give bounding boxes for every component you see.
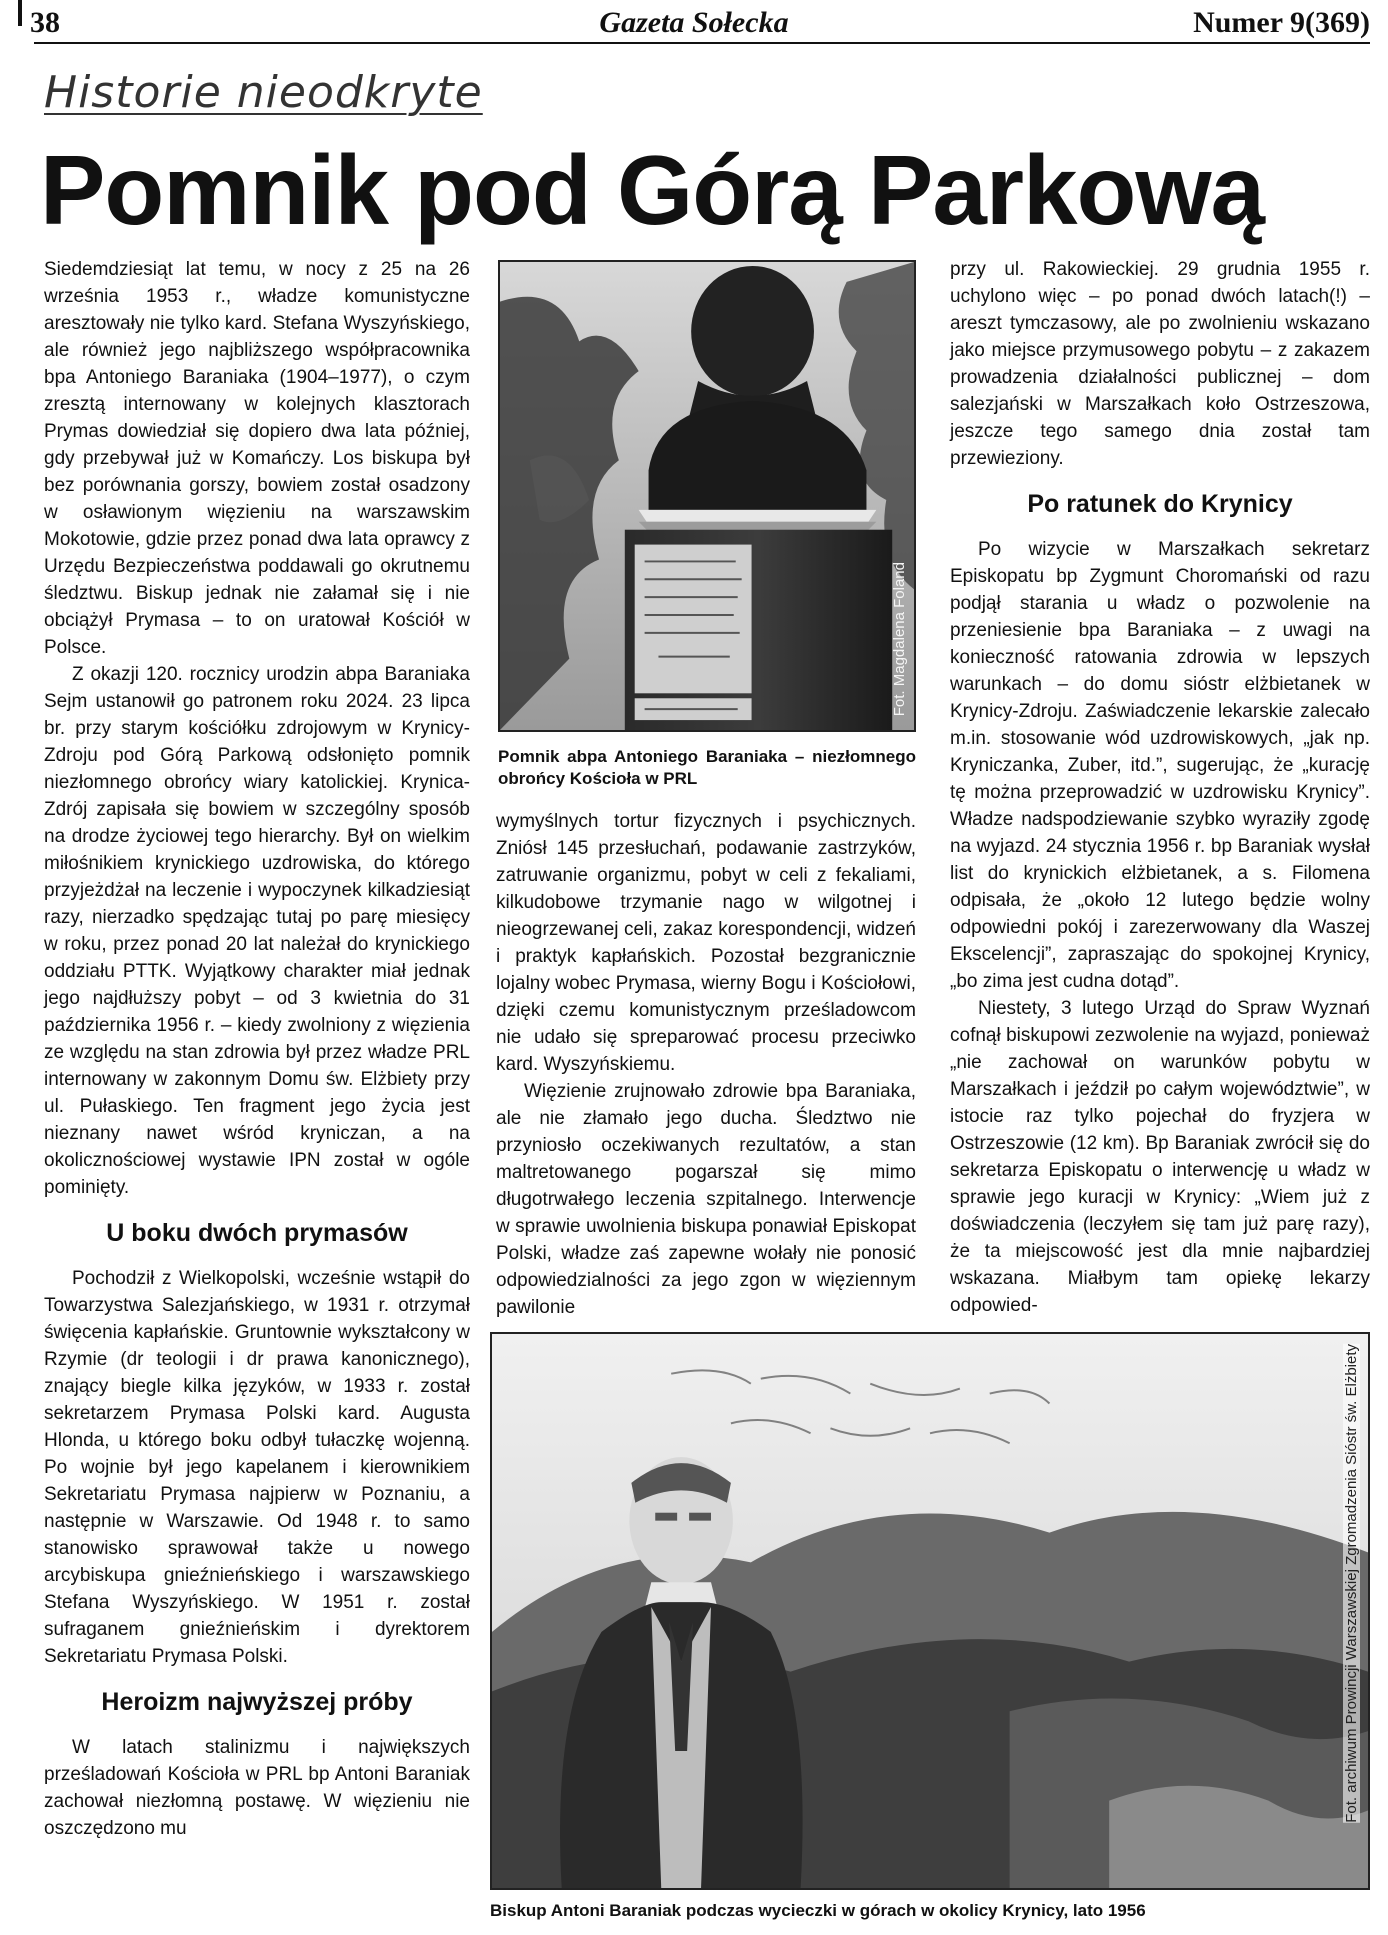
paragraph: Siedemdziesiąt lat temu, w nocy z 25 na 26 września 1953 r., władze komunistyczne aresztowały nie tylko kard. Stefana Wyszyńskiego, ale również jego najbliższego współpracownika bpa Antoniego Baraniaka (1904–1977), o czym zresztą internowany w kolejnych klasztorach Prymas dowiedział się dopiero dwa lata później, gdy przebywał już w Komańczy. Los biskupa był bez porównania gorszy, bowiem został osadzony w osławionym więzieniu na warszawskim Mokotowie, gdzie przez ponad dwa lata oprawcy z Urzędu Bezpieczeństwa poddawali go okrutnemu śledztwu. Biskup jednak nie załamał się i nie obciążył Prymasa – to on uratował Kościół w Polsce. xyxy=(44,259,470,658)
photo-credit: Fot. Magdalena Foland xyxy=(891,561,908,716)
headline: Pomnik pod Górą Parkową xyxy=(40,135,1265,245)
column-2 xyxy=(496,808,916,1321)
paragraph: W latach stalinizmu i największych prześladowań Kościoła w PRL bp Antoni Baraniak zachował niezłomną postawę. W więzieniu nie oszczędzono mu xyxy=(44,1737,470,1839)
paragraph: Z okazji 120. rocznicy urodzin abpa Baraniaka Sejm ustanowił go patronem roku 2024. 23 lipca br. przy starym kościółku zdrojowym w Krynicy-Zdroju pod Górą Parkową odsłonięto pomnik niezłomnego obrońcy wiary katolickiej. Krynica-Zdrój zapisała się bowiem w szczególny sposób na drodze życiowej tego hierarchy. Był on wielkim miłośnikiem krynickiego uzdrowiska, do którego przyjeżdżał na leczenie i wypoczynek kilkadziesiąt razy, nierzadko spędzając tutaj po parę miesięcy w roku, przez ponad 20 lat należał do krynickiego oddziału PTTK. Wyjątkowy charakter miał jednak jego najdłuższy pobyt – od 3 kwietnia do 31 października 1956 r. – kiedy zwolniony z więzienia ze względu na stan zdrowia był przez władze PRL internowany w zakonnym Domu św. Elżbiety przy ul. Pułaskiego. Ten fragment jego życia jest nieznany nawet wśród kryniczan, a na okolicznościowej wystawie IPN został w ogóle pominięty. xyxy=(44,664,470,1198)
column-1 xyxy=(44,256,470,1842)
subheading: U boku dwóch prymasów xyxy=(106,1219,408,1247)
section-title: Historie nieodkryte xyxy=(44,67,483,118)
newspaper-name: Gazeta Sołecka xyxy=(599,6,789,39)
issue-number: Numer 9(369) xyxy=(1193,6,1370,39)
column-3 xyxy=(950,256,1370,1319)
portrait-photo xyxy=(490,1332,1370,1890)
paragraph: przy ul. Rakowieckiej. 29 grudnia 1955 r. uchylono więc – po ponad dwóch latach(!) – areszt tymczasowy, ale po zwolnieniu wskazano jako miejsce przymusowego pobytu – z zakazem prowadzenia działalności publicznej – dom salezjański w Marszałkach koło Ostrzeszowa, jeszcze tego samego dnia został tam przewieziony. xyxy=(950,259,1370,469)
subheading: Heroizm najwyższej próby xyxy=(101,1688,413,1716)
monument-bust-icon xyxy=(500,262,914,730)
paragraph: Niestety, 3 lutego Urząd do Spraw Wyznań cofnął biskupowi zezwolenie na wyjazd, ponieważ „nie zachował on warunków pobytu w Marszałkach i jeździł po całym województwie”, w istocie raz tylko pojechał do fryzjera w Ostrzeszowie (12 km). Bp Baraniak zwrócił się do sekretarza Episkopatu o interwencję u władz w sprawie jego kuracji w Krynicy: „Wiem już z doświadczenia (leczyłem się tam już parę razy), że ta miejscowość jest dla mnie najbardziej wskazana. Miałbym tam opiekę lekarzy odpowied- xyxy=(950,998,1370,1316)
photo-caption: Biskup Antoni Baraniak podczas wycieczki w górach w okolicy Krynicy, lato 1956 xyxy=(490,1901,1146,1920)
photo-caption: Pomnik abpa Antoniego Baraniaka – niezłomnego obrońcy Kościoła w PRL xyxy=(498,747,916,788)
photo-credit: Fot. archiwum Prowincji Warszawskiej Zgromadzenia Sióstr św. Elżbiety xyxy=(1343,1344,1360,1823)
monument-bust-photo xyxy=(498,260,916,732)
portrait-mountains-icon xyxy=(492,1334,1368,1888)
paragraph: Więzienie zrujnowało zdrowie bpa Baraniaka, ale nie złamało jego ducha. Śledztwo nie przyniosło oczekiwanych rezultatów, a stan maltretowanego pogarszał się mimo długotrwałego leczenia szpitalnego. Interwencje w sprawie uwolnienia biskupa ponawiał Episkopat Polski, władze zaś zapewne wołały nie ponosić odpowiedzialności za jego zgon w więziennym pawilonie xyxy=(496,1081,916,1318)
paragraph: Pochodził z Wielkopolski, wcześnie wstąpił do Towarzystwa Salezjańskiego, w 1931 r. otrzymał święcenia kapłańskie. Gruntownie wykształcony w Rzymie (dr teologii i dr prawa kanonicznego), znający biegle kilka języków, w 1933 r. został sekretarzem Prymasa Polski kard. Augusta Hlonda, u którego boku odbył tułaczkę wojenną. Po wojnie był jego kapelanem i kierownikiem Sekretariatu Prymasa najpierw w Poznaniu, a następnie w Warszawie. Od 1948 r. to samo stanowisko sprawował także u nowego arcybiskupa gnieźnieńskiego i warszawskiego Stefana Wyszyńskiego. W 1951 r. został sufraganem gnieźnieńskim i dyrektorem Sekretariatu Prymasa Polski. xyxy=(44,1268,470,1667)
page-number: 38 xyxy=(30,6,60,39)
paragraph: Po wizycie w Marszałkach sekretarz Episkopatu bp Zygmunt Choromański od razu podjął starania u władz o pozwolenie na przeniesienie bpa Baraniaka – z uwagi na konieczność ratowania zdrowia w lepszych warunkach – do domu sióstr elżbietanek w Krynicy-Zdroju. Zaświadczenie lekarskie zalecało m.in. stosowanie wód uzdrowiskowych, „jak np. Kryniczanka, Zuber, itd.”, sugerując, że „kurację tę można przeprowadzić w uzdrowisku Krynicy”. Władze nadspodziewanie szybko wyraziły zgodę na wyjazd. 24 stycznia 1956 r. bp Baraniak wysłał list do krynickich elżbietanek, a s. Filomena odpisała, że „około 12 lutego będzie wolny odpowiedni pokój i zarezerwowany dla Waszej Ekscelencji”, zapraszając do spokojnej Krynicy, „bo zima jest cudna dotąd”. xyxy=(950,539,1370,992)
paragraph: wymyślnych tortur fizycznych i psychicznych. Zniósł 145 przesłuchań, podawanie zastrzyków, zatruwanie organizmu, pobyt w celi z fekaliami, kilkudobowe trzymanie nago w wilgotnej i nieogrzewanej celi, zakaz korespondencji, widzeń i praktyk kapłańskich. Pozostał bezgranicznie lojalny wobec Prymasa, wierny Bogu i Kościołowi, dzięki czemu komunistycznym prześladowcom nie udało się spreparować procesu przeciwko kard. Wyszyńskiemu. xyxy=(496,811,916,1075)
header-rule xyxy=(34,42,1370,44)
subheading: Po ratunek do Krynicy xyxy=(1027,490,1293,518)
